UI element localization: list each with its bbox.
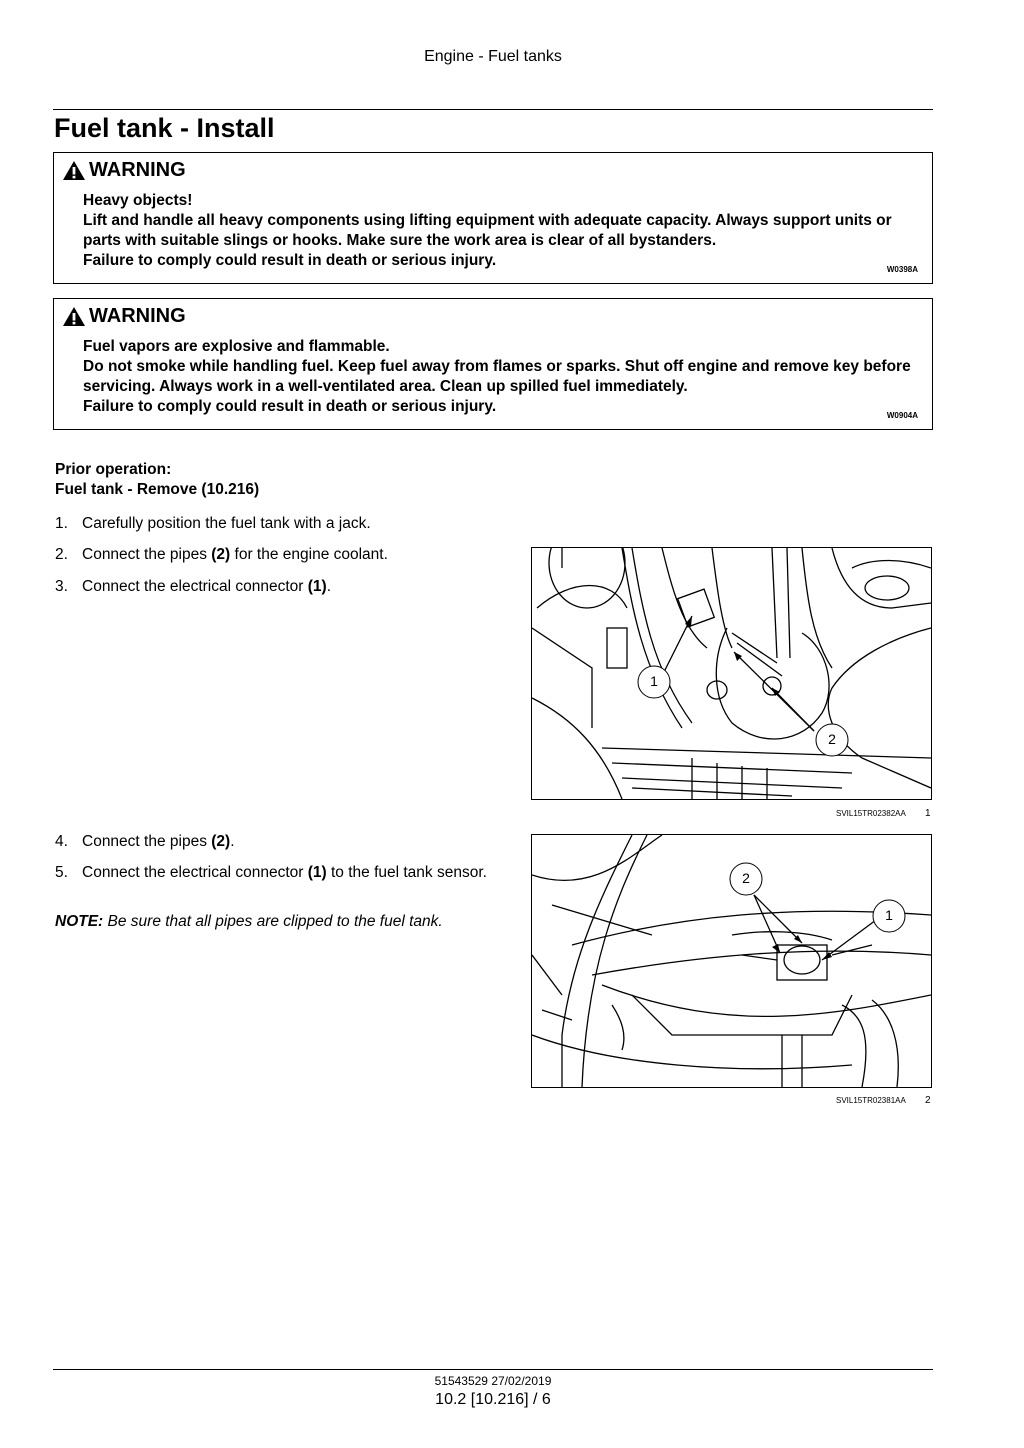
step-text: Connect the electrical connector (1). — [82, 578, 331, 595]
warning-box-heavy-objects — [53, 152, 933, 284]
warning-heading-label: WARNING — [89, 305, 186, 327]
figure-2-illustration — [531, 834, 932, 1088]
note-text: Be sure that all pipes are clipped to the fuel tank. — [103, 913, 443, 930]
footer-page-number: 10.2 [10.216] / 6 — [435, 1391, 551, 1408]
warning-text — [83, 337, 913, 417]
callout-ref: (2) — [211, 546, 231, 563]
warning-consequence: Failure to comply could result in death or serious injury. — [83, 252, 497, 269]
step-4 — [55, 832, 495, 852]
note — [55, 913, 443, 931]
callout-1: 1 — [650, 673, 658, 689]
step-5 — [55, 863, 495, 883]
warning-instruction: Lift and handle all heavy components using lifting equipment with adequate capacity. Always support units or parts with suitable slings or hooks. Make sure the work area is clear of all bystanders. — [83, 212, 892, 249]
running-header: Engine - Fuel tanks — [424, 48, 562, 65]
step-2 — [55, 545, 495, 565]
footer-rule — [53, 1369, 933, 1370]
warning-triangle-icon — [62, 306, 86, 327]
step-text: Connect the pipes (2) for the engine coolant. — [82, 546, 388, 563]
warning-heading — [62, 305, 186, 328]
callout-ref: (2) — [211, 833, 231, 850]
figure-2-number: 2 — [925, 1095, 931, 1106]
figure-1-code: SVIL15TR02382AA — [836, 809, 906, 818]
step-number: 3. — [55, 578, 68, 595]
warning-triangle-icon — [62, 160, 86, 181]
step-number: 2. — [55, 546, 68, 563]
figure-2-code: SVIL15TR02381AA — [836, 1096, 906, 1105]
warning-code: W0398A — [886, 265, 918, 274]
warning-heading — [62, 159, 186, 182]
warning-box-fuel-vapors — [53, 298, 933, 430]
step-1 — [55, 514, 495, 534]
warning-instruction: Do not smoke while handling fuel. Keep fuel away from flames or sparks. Shut off engine and remove key before servicing. Always work in a well-ventilated area. Clean up spilled fuel immediately. — [83, 358, 911, 395]
prior-operation-link[interactable]: Fuel tank - Remove (10.216) — [55, 481, 260, 498]
step-text: Connect the pipes (2). — [82, 833, 235, 850]
figure-1-number: 1 — [925, 808, 931, 819]
callout-2: 2 — [828, 731, 836, 747]
callout-1: 1 — [885, 907, 893, 923]
page-title: Fuel tank - Install — [54, 113, 275, 143]
warning-consequence: Failure to comply could result in death or serious injury. — [83, 398, 497, 415]
warning-text — [83, 191, 913, 271]
prior-operation — [55, 460, 259, 500]
step-text: Carefully position the fuel tank with a jack. — [82, 515, 371, 532]
header-rule — [53, 109, 933, 110]
footer-doc-ref: 51543529 27/02/2019 — [434, 1374, 552, 1388]
figure-1-callouts — [532, 548, 931, 799]
prior-operation-label: Prior operation: — [55, 461, 172, 478]
warning-code: W0904A — [886, 411, 918, 420]
warning-heading-label: WARNING — [89, 159, 186, 181]
figure-1-illustration — [531, 547, 932, 800]
warning-hazard: Heavy objects! — [83, 192, 193, 209]
warning-hazard: Fuel vapors are explosive and flammable. — [83, 338, 390, 355]
step-text: Connect the electrical connector (1) to the fuel tank sensor. — [82, 864, 487, 881]
callout-2: 2 — [742, 870, 750, 886]
note-label: NOTE: — [55, 913, 104, 930]
step-number: 1. — [55, 515, 68, 532]
step-number: 5. — [55, 864, 68, 881]
callout-ref: (1) — [307, 864, 327, 881]
step-3 — [55, 577, 495, 597]
callout-ref: (1) — [307, 578, 327, 595]
step-number: 4. — [55, 833, 68, 850]
